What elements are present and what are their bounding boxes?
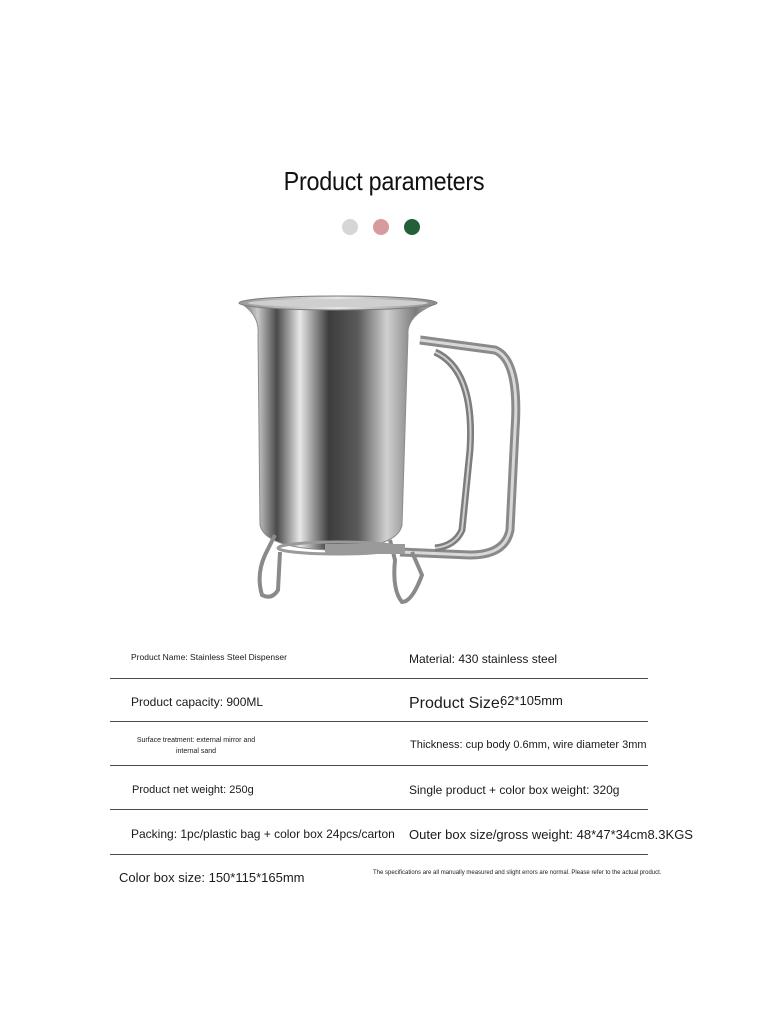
color-swatch-green[interactable] <box>404 219 420 235</box>
divider <box>110 854 648 855</box>
spec-size-label: Product Size: <box>409 695 505 712</box>
spec-disclaimer: The specifications are all manually measured and slight errors are normal. Please refer to the actual product. <box>373 870 662 876</box>
spec-color-box-size: Color box size: 150*115*165mm <box>119 870 305 885</box>
color-swatch-pink[interactable] <box>373 219 389 235</box>
divider <box>110 809 648 810</box>
spec-size-value: 62*105mm <box>500 693 563 708</box>
spec-material: Material: 430 stainless steel <box>409 652 558 666</box>
spec-surface-line2: internal sand <box>175 748 217 755</box>
page-title: Product parameters <box>283 166 485 196</box>
spec-outer-box: Outer box size/gross weight: 48*47*34cm8.3KGS <box>409 827 693 842</box>
spec-net-weight: Product net weight: 250g <box>132 784 254 796</box>
spec-thickness: Thickness: cup body 0.6mm, wire diameter 3mm <box>410 739 647 751</box>
divider <box>110 721 648 722</box>
spec-capacity: Product capacity: 900ML <box>131 695 264 709</box>
spec-box-weight: Single product + color box weight: 320g <box>409 783 620 797</box>
batter-dispenser-image <box>230 290 530 610</box>
spec-surface-line1: Surface treatment: external mirror and <box>136 737 256 744</box>
spec-packing: Packing: 1pc/plastic bag + color box 24pcs/carton <box>131 827 395 841</box>
spec-product-name: Product Name: Stainless Steel Dispenser <box>131 652 287 662</box>
color-swatches <box>342 219 420 235</box>
color-swatch-silver[interactable] <box>342 219 358 235</box>
divider <box>110 765 648 766</box>
divider <box>110 678 648 679</box>
